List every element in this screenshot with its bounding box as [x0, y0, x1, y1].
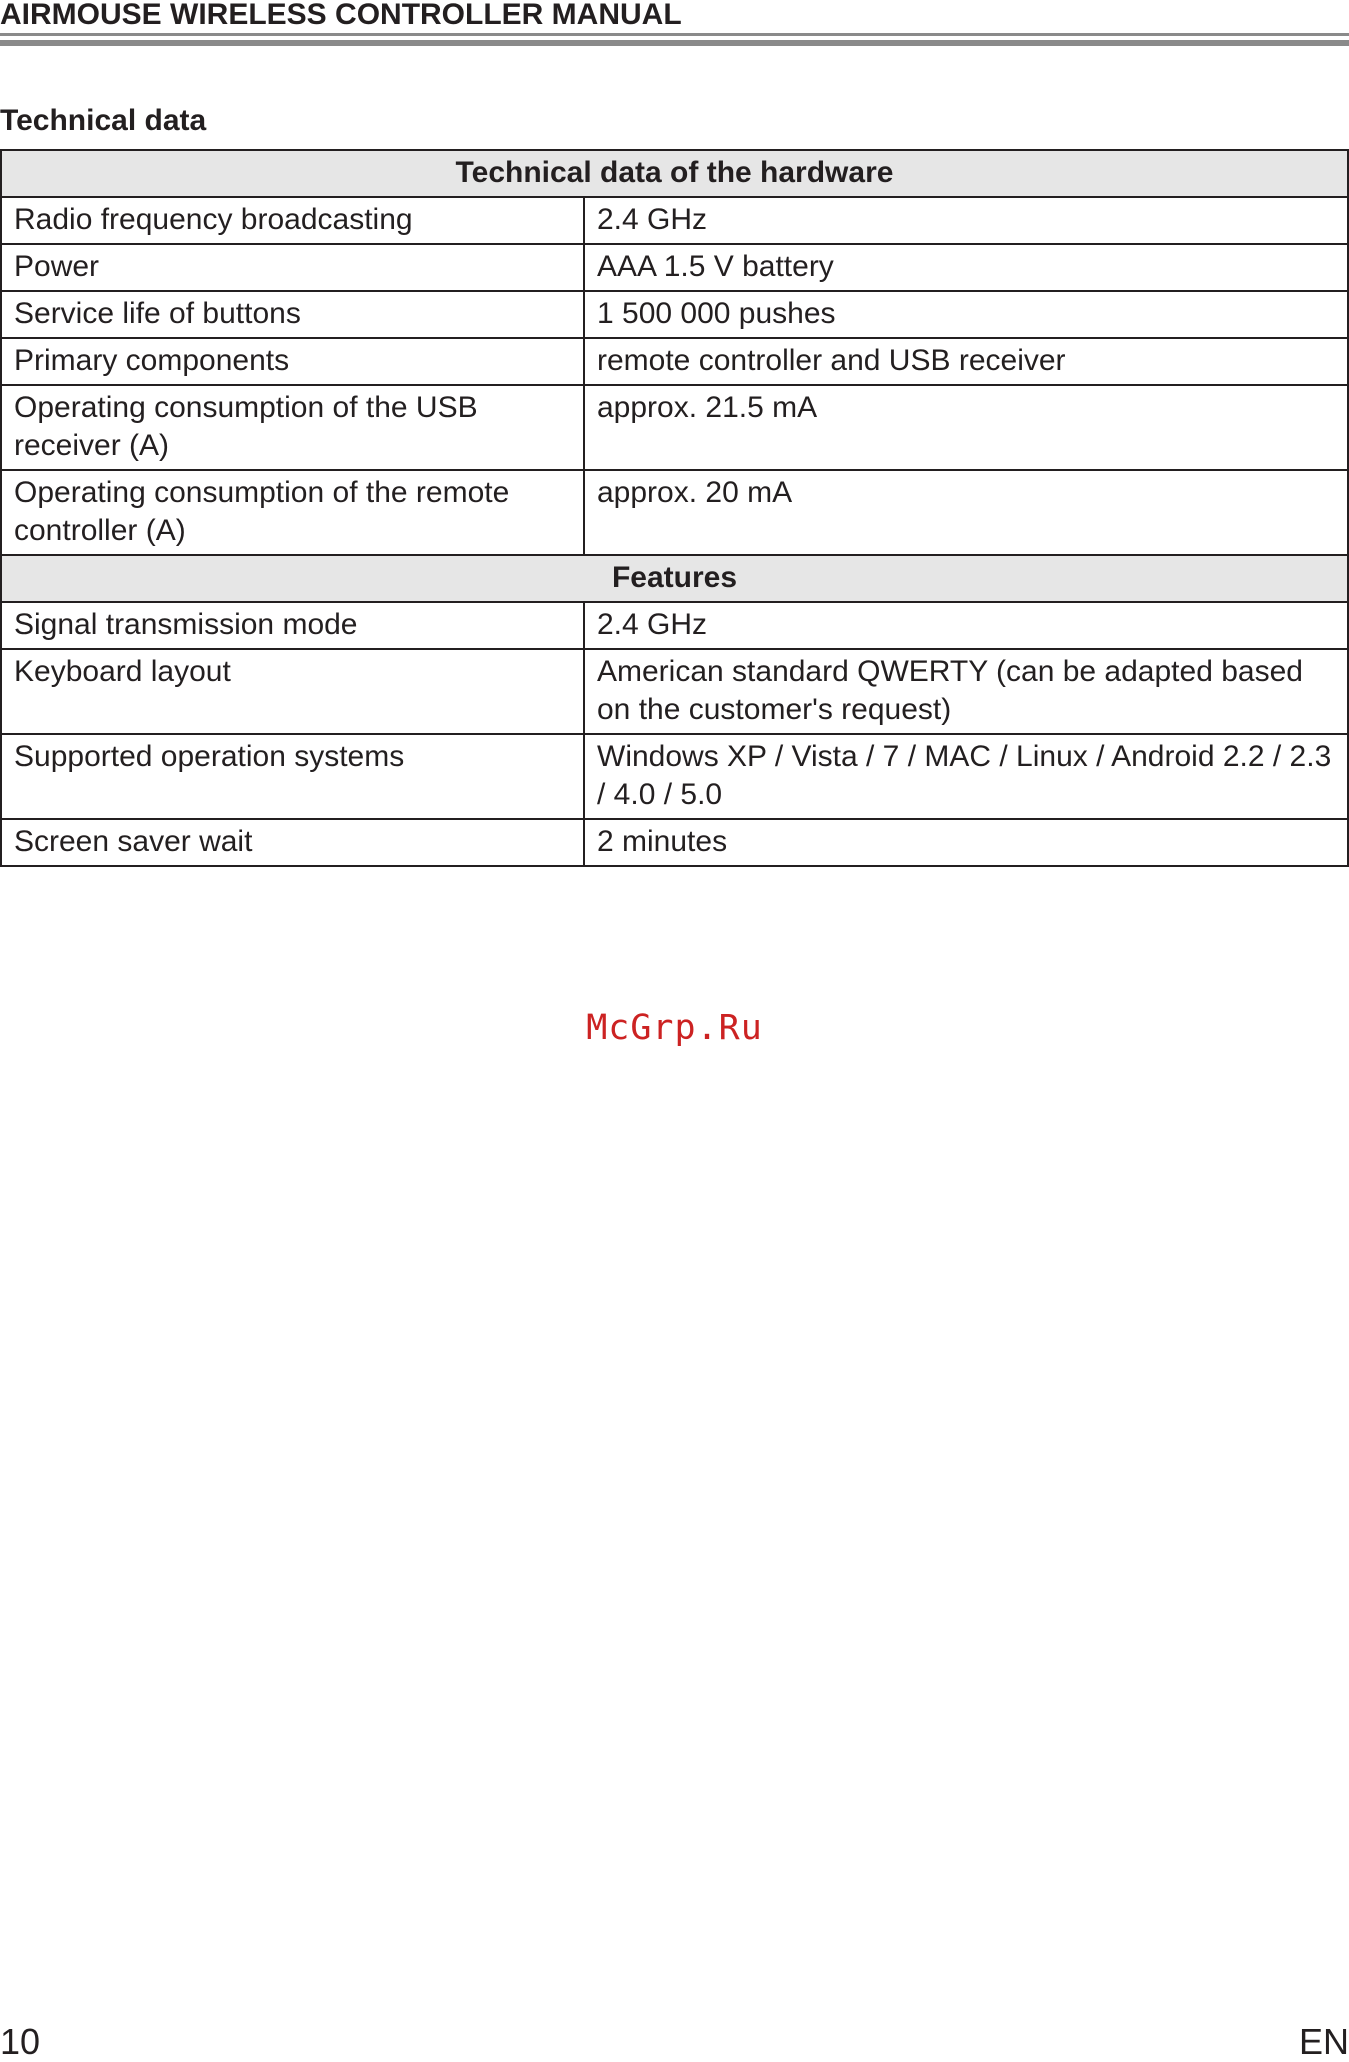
table-row — [1, 385, 1348, 470]
spec-label: Screen saver wait — [1, 819, 584, 866]
spec-label: Radio frequency broadcasting — [1, 197, 584, 244]
table-row — [1, 244, 1348, 291]
table-row — [1, 291, 1348, 338]
spec-value: AAA 1.5 V battery — [584, 244, 1348, 291]
spec-label: Power — [1, 244, 584, 291]
spec-value: 2 minutes — [584, 819, 1348, 866]
spec-label: Primary components — [1, 338, 584, 385]
page-header-title: AIRMOUSE WIRELESS CONTROLLER MANUAL — [0, 0, 682, 31]
features-heading: Features — [1, 555, 1348, 602]
spec-value: American standard QWERTY (can be adapted based on the customer's request) — [584, 649, 1348, 734]
spec-label: Supported operation systems — [1, 734, 584, 819]
spec-value: remote controller and USB receiver — [584, 338, 1348, 385]
spec-label: Operating consumption of the USB receiver (A) — [1, 385, 584, 470]
language-code: EN — [1298, 2021, 1349, 2062]
table-row — [1, 470, 1348, 555]
spec-value: 1 500 000 pushes — [584, 291, 1348, 338]
table-row — [1, 602, 1348, 649]
watermark-logo: McGrp.Ru — [586, 1008, 763, 1048]
spec-value: Windows XP / Vista / 7 / MAC / Linux / Android 2.2 / 2.3 / 4.0 / 5.0 — [584, 734, 1348, 819]
section-title: Technical data — [0, 104, 207, 137]
spec-label: Signal transmission mode — [1, 602, 584, 649]
hardware-heading: Technical data of the hardware — [1, 150, 1348, 197]
spec-label: Operating consumption of the remote controller (A) — [1, 470, 584, 555]
spec-value: approx. 20 mA — [584, 470, 1348, 555]
header-rule-thick — [0, 40, 1349, 46]
header-rule-thin — [0, 33, 1349, 36]
table-row — [1, 649, 1348, 734]
table-row — [1, 734, 1348, 819]
spec-value: 2.4 GHz — [584, 197, 1348, 244]
table-section-header — [1, 555, 1348, 602]
table-row — [1, 197, 1348, 244]
spec-value: 2.4 GHz — [584, 602, 1348, 649]
spec-label: Service life of buttons — [1, 291, 584, 338]
table-row — [1, 819, 1348, 866]
page-number: 10 — [0, 2021, 41, 2062]
spec-label: Keyboard layout — [1, 649, 584, 734]
table-section-header — [1, 150, 1348, 197]
table-row — [1, 338, 1348, 385]
spec-value: approx. 21.5 mA — [584, 385, 1348, 470]
technical-data-table — [0, 149, 1349, 867]
